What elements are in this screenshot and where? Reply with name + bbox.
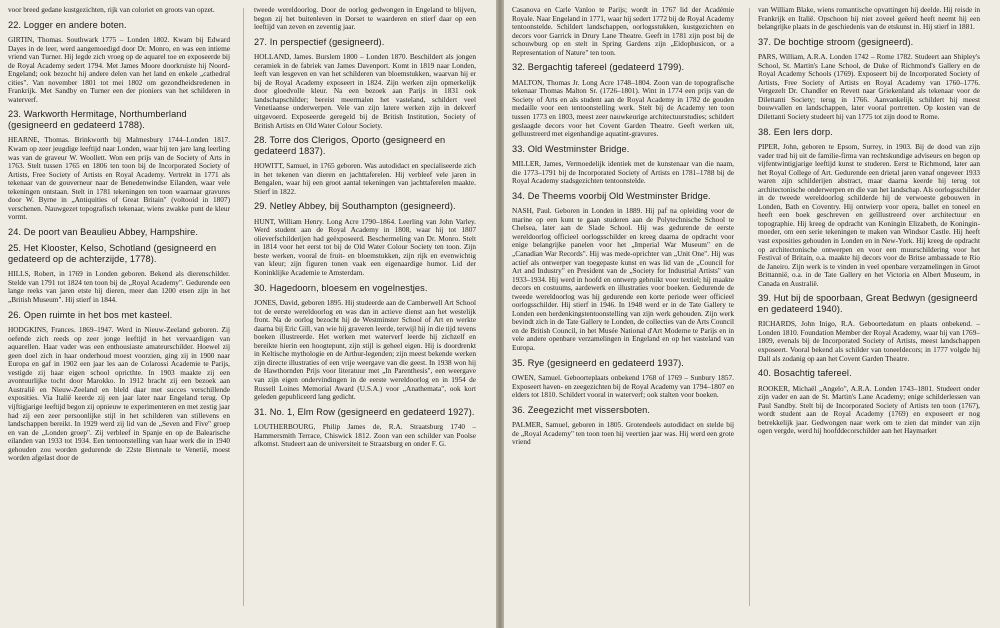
catalogue-entry-title: 39. Hut bij de spoorbaan, Great Bedwyn (gesigneerd en gedateerd 1940). (758, 293, 978, 314)
left-page-column-2 (254, 6, 476, 610)
artist-biography: HUNT, William Henry. Long Acre 1790–1864. Leerling van John Varley. Werd student aan de Royal Academy in 1808, waar hij tot 1807 olieverfschilderijen had geëxposeerd. Beschermeling van Dr. Monro. Stelt in 1814 voor het eerst tot bij de Old Water Colour Society ten toon. Zijn beste werken, vooral de fruit- en bloemstukken, zijn rijk en evenwichtig van kleur; zijn figuren tonen vaak een eigenaardige humor. Lid der Koninklijke Academie te Amsterdam. (254, 216, 476, 278)
catalogue-entry-title: 28. Torre dos Clerigos, Oporto (gesigneerd en gedateerd 1837). (254, 135, 446, 156)
right-page (504, 0, 1000, 628)
catalogue-entry-title: 25. Het Klooster, Kelso, Schotland (gesigneerd en gedateerd op de achterzijde, 1778). (8, 243, 217, 264)
artist-biography: HOLLAND, James. Burslem 1800 – Londen 1870. Beschildert als jongen ceramiek in de fabriek van James Davenport. Komt in 1819 naar Londen, leeft van lesgeven en van het schilderen van bloemstukken, waarvan hij er bij de Royal Academy exposeert in 1824. Zijn werken zijn opmerkelijk door gloedvolle kleur. Na een bezoek aan Parijs in 1831 ook landschapschilder; bereist meermalen het vasteland, schildert veel Venetiaanse onderwerpen. Vele van zijn latere werken zijn in dekverf uitgevoerd. Exposeerde geregeld bij de British Institution, Society of British Artists en Old Water Colour Society. (254, 52, 476, 130)
right-page-column-2 (758, 6, 980, 610)
catalogue-entry-title: 33. Old Westminster Bridge. (512, 143, 630, 154)
left-page-column-1 (8, 6, 230, 610)
catalogue-entry-title: 24. De poort van Beaulieu Abbey, Hampshire. (8, 226, 199, 237)
catalogue-entry-title: 38. Een Iers dorp. (758, 126, 833, 137)
artist-biography: MALTON, Thomas Jr. Long Acre 1748–1804. Zoon van de topografische tekenaar Thomas Malton Sr. (1726–1801). Wint in 1774 een prijs van de Society of Arts en als student aan de Royal Academy in 1782 de gouden medaille voor een tentoonstelling werk. Stelt bij de Academy ten toon tussen 1773 en 1803, meest zeer nauwkeurige architectuurstudies; schildert geslaagde decors voor het Covent Garden Theatre. Geeft werken uit, gelluustreerd met eigenhandige aquatint-gravures. (512, 77, 734, 139)
artist-biography: HODGKINS, Frances. 1869–1947. Werd in Nieuw-Zeeland geboren. Zij oefende zich reeds op zeer jonge leeftijd in het vervaardigen van aquarellen. Haar vader was een enthousiaste amateurschilder. Hoewel zij geen doel zich in haar onderhoud moest voorzien, ging zij in 1900 naar Europa en gaf in 1902 een jaar les aan de Colarossi Academie te Parijs, vestigde zij haar eigen school opricthte. In 1903 maakte zij een avontuurlijke tocht door Marokko. In 1912 bracht zij een bezoek aan Australië en Nieuw-Zeeland en bleld daar met succes verschillende exposities. Via Italië keerde zij een jaar later naar Engeland terug. Op vijftigjarige leeftijd begon zij opnieuw te experimenteren en met zestig jaar had zij een zeer persoonlijke stijl in het schilderen van stillevens en landschappen bereikt. In 1929 werd zij lid van de „Seven and Five" groep en van de „Londen groep". Zij verbleef in Spanje en op de Balearische eilanden van 1933 tot 1934. Een tentoonstelling van haar werk die in 1940 gehouden zou worden gedurende de 22ste Biennale te Venetië, moest worden afgelast door de (8, 325, 230, 463)
book-gutter (496, 0, 504, 628)
catalogue-entry-title: 32. Bergachtig tafereel (gedateerd 1799). (512, 62, 685, 73)
catalogue-entry-title: 40. Bosachtig tafereel. (758, 368, 852, 379)
artist-biography: HOWITT, Samuel, in 1765 geboren. Was autodidact en specialiseerde zich in het tekenen van dieren en jachttaferelen. Hij verbleef vele jaren in Bengalen, waar hij een groot aantal tekeningen van jachttaferelen maakte. Stierf in 1822. (254, 161, 476, 196)
catalogue-entry-title: 34. De Theems voorbij Old Westminster Bridge. (512, 190, 711, 201)
catalogue-entry-title: 36. Zeegezicht met vissersboten. (512, 404, 651, 415)
artist-biography: van William Blake, wiens romantische opvattingen hij deelde. Hij reisde in Frankrijk en Italië. Opschoon hij niet zoveel geëerd heeft neemt hij een belangrijke plaats in de geschiedenis van de etskunst in. Hij stierf in 1881. (758, 6, 980, 32)
catalogue-entry-title: 29. Netley Abbey, bij Southampton (gesigneerd). (254, 201, 456, 212)
artist-biography: tweede wereldoorlog. Door de oorlog gedwongen in Engeland te blijven, begon zij het buitenleven in Dorset te waarderen en stierf daar op een leeftijd van zeven en zeventig jaar. (254, 6, 476, 32)
catalogue-entry-title: 35. Rye (gesigneerd en gedateerd 1937). (512, 357, 684, 368)
artist-biography: LOUTHERBOURG, Philip James de, R.A. Straatsburg 1740 – Hammersmith Terrace, Chiswick 1812. Zoon van een schilder van Poolse afkomst. Studeert aan de universiteit te Straatsburg en onder F. G. (254, 422, 476, 449)
catalogue-entry-title: 31. No. 1, Elm Row (gesigneerd en gedateerd 1927). (254, 406, 475, 417)
catalogue-entry-title: 37. De bochtige stroom (gesigneerd). (758, 36, 914, 47)
artist-biography: OWEN, Samuel. Geboorteplaats onbekend 1768 of 1769 – Sunbury 1857. Exposeert haven- en zeegezichten bij de Royal Academy van 1794–1807 en elders tot 1810. Schildert vooral in waterverf; ook stalten voor boeken. (512, 373, 734, 400)
artist-biography: NASH, Paul. Geboren in Londen in 1889. Hij paf na opleiding voor de marine op een kunt te gaan studeren aan de Polytechnische School te Chelsea, later aan de Slade School. Hij was gedurende de eerste wereldoorlog officieel oorlogsschilder en kreeg daarna de opdracht voor enige belangrijke panelen voor het „Imperial War Museum" en de „Canadian War Records". Hij was mede-oprichter van „Unit One". Hij was actief als ontwerper van toegepaste kunst en was lid van de „Council for Art and Industry" en President van de „Society for Industrial Artists" van 1933–1934. Hij werd in hoofd en ontwerp gebruikt voor textiel; hij maakte decors en costuums, aardewerk en illustraties voor boeken. Gedurende de tweede wereldoorlog was hij gedurende een korte periode weer officieel oorlogsschilder. Hij stierf in 1946. In 1948 werd er in de Tate Gallery te Londen een herdenkingstentoonstelling van zijn werk gehouden. Zijn werk bevindt zich in de Tate Gallery te Londen, de collecties van de Arts Council en de British Council, in het Musée National d'Art Moderne te Parijs en in vele andere openbare verzamelingen in Engeland en op het vasteland van Europa. (512, 206, 734, 352)
artist-biography: PIPER, John, geboren te Epsom, Surrey, in 1903. Bij de dood van zijn vader trad hij uit de familie-firma van rechtskundige adviseurs en begon op vijfentwintigjarige leeftijd kunst te studeren. Eerst te Richmond, later aan het Royal College of Art. Gedurende een drietal jaren vanaf ongeveer 1933 waren zijn schilderijen abstract, maar daarna keerde hij terug tot architectonische onderwerpen en die van het landschap. Als oorlogsschilder in de tweede wereldoorlog schilderde hij de verwoeste gebouwen in Londen, Bath en Coventry. Hij ontwierp voor opera, ballet en toneel en heeft een boek geschreven en geïllustreerd over architectuur en topographie. Hij kreeg de opdracht van Koningin Elizabeth, de Koningin-moeder, om een serie tekeningen te maken van Windsor Castle. Hij heeft vast exposities gehouden in Londen en in New-York. Hij kreeg de opdracht op architectonische ontwerpen en voor een muurschildering voor het Festival of Britain, o.a. maakte hij decors voor de Britse ambassade te Rio de Janeiro. Zijn werk is te vinden in veel openbare verzamelingen in Groot Brittannië, o.a. in de Tate Gallery en het Victoria en Albert Museum, in Canada en Australië. (758, 142, 980, 288)
artist-biography: RICHARDS, John Inigo, R.A. Geboortedatum en plaats onbekend. – Londen 1810. Foundation Member der Royal Academy, waar hij van 1769–1809, evenals bij de Incorporated Society of Artists, meest landschappen exposeert. Vooral bekend als schilder van toneeldecors; in 1777 volgde hij Dall als zodanig op aan het Covent Garden Theatre. (758, 319, 980, 363)
artist-biography: HEARNE, Thomas. Brinkworth bij Malmesbury 1744–Londen 1817. Kwam op zeer jeugdige leeftijd naar Londen, waar hij ten jare lang leerling was van de graveur W. Woollett. Won een prijs van de Society of Arts in 1763. Stelt tussen 1765 en 1806 ten toon bij de Incorporated Society of Artists, Free Society of Artists en Royal Academy. Vertrekt in 1771 als tekenaar van de gouverneur naar de Benedenwindse Eilanden, waar vele tekeningen ontstaan. Stelt in 1781 tekeningen ten toon waarnaar gravures door W. Byrne in „Antiquities of Great Britain" (voltooid in 1807) verschenen. Nauwgezet topografisch tekenaar, wiens zwakke punt de kleur vormt. (8, 135, 230, 222)
artist-biography: JONES, David, geboren 1895. Hij studeerde aan de Camberwell Art School tot de eerste wereldoorlog en was dan in actieve dienst aan het westelijk front. Na de oorlog bezocht hij de Westminster School of Art en werkte daarna bij Eric Gill, van wie hij graveren leerde, terwijl hij in die tijd tevens boeken illustreerde. Het werken met waterverf leerde hij zichzelf en bereikte hierin een hoogtepunt, zijn stijl is geheel eigen. Hij is doordrenkt in Keltische mythologie en de Arthur-legenden; zijn meest bekende werken zijn directe illustraties of een vrije weergave van die geest. In 1938 won hij de Hawthornden Prijs voor literatuur met „In Parenthesis", een weergave van zijn eigen ondervindingen in de eerste wereldoorlog en in 1954 de Russell Loines Memorial Award (U.S.A.) voor „Anathemata", ook kort geleden gepubliceerd lang gedicht. (254, 298, 476, 402)
artist-biography: ROOKER, Michaël „Angelo", A.R.A. Londen 1743–1801. Studeert onder zijn vader en aan de St. Martin's Lane Academy; enige schilderlessen van Paul Sandby. Stelt bij de Incorporated Society of Artists ten toon (1767), wordt student aan de Royal Academy (1769) en exposeert er nog betrekkelijk jaar. Gedwongen naar werk om te zien dat minder van zijn ogen vergde, werd hij hoofddecorschilder aan het Haymarket (758, 383, 980, 436)
catalogue-entry-title: 30. Hagedoorn, bloesem en vogelnestjes. (254, 282, 428, 293)
column-divider (243, 8, 244, 606)
catalogue-entry-title: 27. In perspectief (gesigneerd). (254, 36, 385, 47)
artist-biography: voor breed gedane kustgezichten, rijk van coloriet en groots van opzet. (8, 6, 215, 14)
artist-biography: HILLS, Robert, in 1769 in Londen geboren. Bekend als dierenschilder. Stelde van 1791 tot 1824 ten toon bij de „Royal Academy". Gedurende een lange reeks van jaren etste hij dieren, meer dan 1200 etsen zijn in het „British Museum". Hij stierf in 1844. (8, 269, 230, 305)
catalogue-entry-title: 23. Warkworth Hermitage, Northumberland (gesigneerd en gedateerd 1788). (8, 109, 187, 130)
artist-biography: PALMER, Samuel, geboren in 1805. Grotendeels autodidact en stelde bij de „Royal Academy" ten toon toen hij veertien jaar was. Hij werd een grote vriend (512, 420, 734, 447)
left-page (0, 0, 496, 628)
catalogue-entry-title: 26. Open ruimte in het bos met kasteel. (8, 309, 173, 320)
catalogue-entry-title: 22. Logger en andere boten. (8, 19, 127, 30)
artist-biography: GIRTIN, Thomas. Southwark 1775 – Londen 1802. Kwam bij Edward Dayes in de leer, werd aangemoedigd door Dr. Monro, en was een intieme vriend van Turner. Hij legde zich vroeg op de aquarel toe en exposeerde bij de Royal Academy sedert 1794. Met James Moore doorkruiste hij Noord-Engeland; ook bezocht hij andere delen van het land en enkele „cathedral cities". Van november 1801 tot mei 1802 om gezondheidsredenen in Frankrijk. Met Sandby en Turner een der pioniers van het schilderen in waterverf. (8, 35, 230, 104)
column-divider (749, 8, 750, 606)
right-page-column-1 (512, 6, 734, 610)
artist-biography: MILLER, James, Vermoedelijk identiek met de kunstenaar van die naam, die 1773–1791 bij de Incorporated Society of Artists en 1781–1788 bij de Royal Academy stadsgezichten tentoonstelde. (512, 159, 734, 186)
artist-biography: PARS, William, A.R.A. Londen 1742 – Rome 1782. Studeert aan Shipley's School, St. Martin's Lane School, de Duke of Richmond's Gallery en de Royal Academy Schools (1769). Exposeert bij de Incorporated Society of Artists, Free Society of Artists en Royal Academy van 1760–1776. Vergezelt Dr. Chandler en Revett naar Griekenland als tekenaar voor de Dilettanti Society; terug in 1766. Aanvankelijk schildert hij meest bouwvallen en landschappen, later vooral portretten. Op kosten van de Dilettanti Society studeert hij van 1775 tot zijn dood te Rome. (758, 52, 980, 121)
artist-biography: Casanova en Carle Vanloo te Parijs; wordt in 1767 lid der Académie Royale. Naar Engeland in 1771, waar hij sedert 1772 bij de Royal Academy tentoonstelde. Schildert landschappen, oorlogsstukken, kustgezichten en decors voor Garrick in Drury Lane Theatre. Geeft in 1781 zijn post bij de schouwburg op en stelt in Spring Gardens zijn „Eidophusicon, or a Representation of Nature" ten toon. (512, 6, 734, 57)
